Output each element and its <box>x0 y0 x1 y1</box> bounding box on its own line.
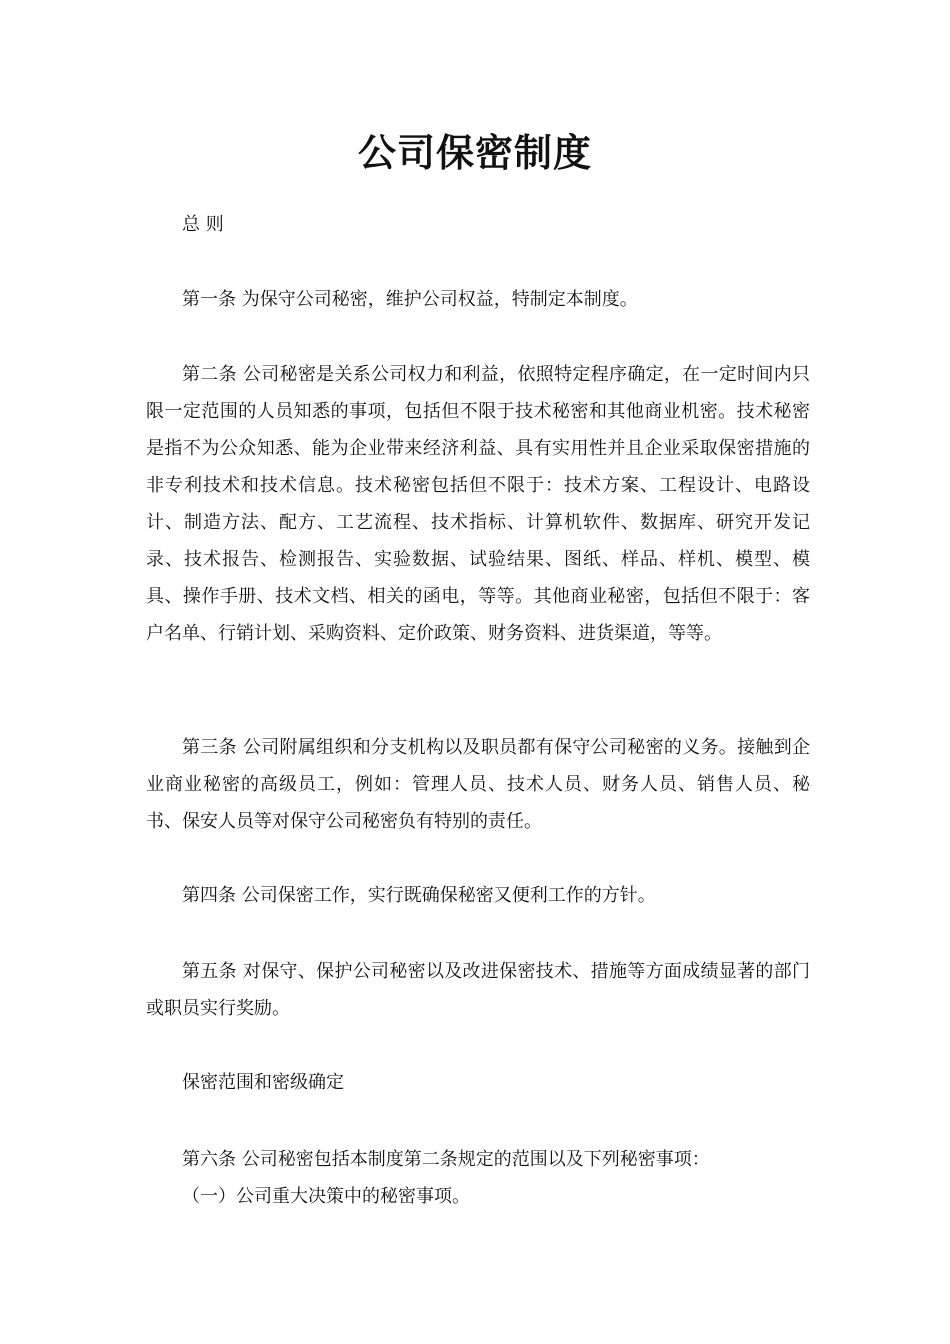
article-4: 第四条 公司保密工作，实行既确保秘密又便利工作的方针。 <box>182 885 656 906</box>
article-3: 第三条 公司附属组织和分支机构以及职员都有保守公司秘密的义务。接触到企业商业秘密的高级员工，例如：管理人员、技术人员、财务人员、销售人员、秘书、保安人员等对保守公司秘密负有特别的责任。 <box>146 737 810 832</box>
article-2: 第二条 公司秘密是关系公司权力和利益，依照特定程序确定，在一定时间内只限一定范围的人员知悉的事项，包括但不限于技术秘密和其他商业机密。技术秘密是指不为公众知悉、能为企业带来经济利益、具有实用性并且企业采取保密措施的非专利技术和技术信息。技术秘密包括但不限于：技术方案、工程设计、电路设计、制造方法、配方、工艺流程、技术指标、计算机软件、数据库、研究开发记录、技术报告、检测报告、实验数据、试验结果、图纸、样品、样机、模型、模具、操作手册、技术文档、相关的函电，等等。其他商业秘密，包括但不限于：客户名单、行销计划、采购资料、定价政策、财务资料、进货渠道，等等。 <box>146 364 810 644</box>
section-heading-scope: 保密范围和密级确定 <box>182 1072 344 1093</box>
article-6-item-1: （一）公司重大决策中的秘密事项。 <box>182 1186 470 1207</box>
article-5: 第五条 对保守、保护公司秘密以及改进保密技术、措施等方面成绩显著的部门或职员实行奖励。 <box>146 961 810 1019</box>
article-6: 第六条 公司秘密包括本制度第二条规定的范围以及下列秘密事项： <box>182 1149 710 1170</box>
section-heading-general: 总 则 <box>182 214 224 235</box>
document-title: 公司保密制度 <box>357 130 592 175</box>
article-1: 第一条 为保守公司秘密，维护公司权益，特制定本制度。 <box>182 289 638 310</box>
